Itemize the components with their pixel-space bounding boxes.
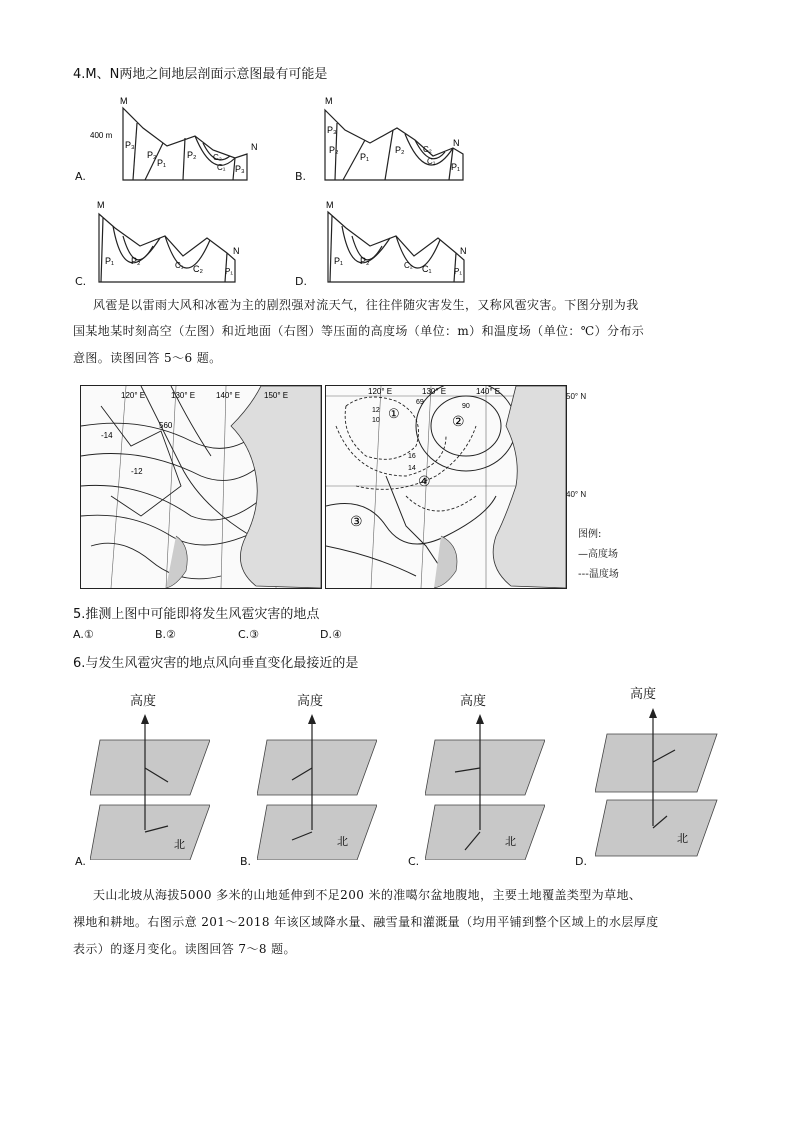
svg-text:北: 北 [337, 836, 348, 848]
q6-option-c[interactable]: C. [408, 855, 420, 868]
svg-text:P₂: P₂ [147, 150, 157, 160]
svg-text:C₁: C₁ [422, 264, 432, 274]
passage-7-8: 天山北坡从海拔5000 多米的山地延伸到不足200 米的准噶尔盆地腹地，主要土地覆盖类型为草地、 [93, 888, 642, 902]
svg-text:C₁: C₁ [217, 163, 226, 172]
svg-text:C₂: C₂ [213, 153, 222, 162]
svg-text:-12: -12 [131, 467, 143, 476]
surface-map [325, 385, 567, 589]
wind-diagrams: 高度 北 A. 高度 北 B. 高度 北 C. 高度 北 D. [75, 680, 755, 870]
svg-text:P₁: P₁ [225, 267, 234, 276]
q6-stem: 6.与发生风雹灾害的地点风向垂直变化最接近的是 [73, 656, 359, 671]
svg-text:120° E: 120° E [121, 391, 146, 400]
marker-1: ① [388, 406, 400, 421]
label-elev: 400 m [90, 131, 113, 140]
svg-text:北: 北 [505, 836, 516, 848]
svg-text:P₃: P₃ [125, 140, 135, 150]
svg-text:120° E: 120° E [368, 387, 393, 396]
svg-text:N: N [453, 138, 460, 148]
svg-text:P₁: P₁ [334, 256, 344, 266]
svg-text:140° E: 140° E [476, 387, 501, 396]
svg-text:P₂: P₂ [360, 256, 370, 266]
passage-5-6: 风雹是以雷雨大风和冰雹为主的剧烈强对流天气，往往伴随灾害发生，又称风雹灾害。下图分别为我 [93, 298, 639, 312]
svg-text:北: 北 [174, 839, 185, 851]
svg-text:130° E: 130° E [171, 391, 196, 400]
q6-option-d[interactable]: D. [575, 855, 587, 868]
q6-option-b[interactable]: B. [240, 855, 252, 868]
svg-text:P₃: P₃ [327, 125, 337, 135]
label-m: M [120, 96, 128, 106]
q5-stem: 5.推测上图中可能即将发生风雹灾害的地点 [73, 607, 320, 622]
svg-text:69: 69 [416, 399, 424, 406]
q4-option-a-profile [85, 88, 260, 183]
q4-option-a[interactable]: A. [75, 170, 86, 183]
svg-text:140° E: 140° E [216, 391, 241, 400]
svg-text:P₁: P₁ [360, 152, 370, 162]
svg-text:M: M [97, 200, 105, 210]
svg-text:C₂: C₂ [193, 264, 203, 274]
svg-text:P₃: P₃ [235, 164, 245, 174]
svg-text:C₁: C₁ [175, 261, 184, 270]
svg-text:90: 90 [462, 403, 470, 410]
svg-text:12: 12 [372, 407, 380, 414]
map-legend: 图例: —高度场 ---温度场 [578, 529, 619, 580]
wind-diagram-b [257, 710, 377, 860]
svg-text:C₂: C₂ [404, 261, 413, 270]
svg-text:P₁: P₁ [105, 256, 115, 266]
svg-text:P₁: P₁ [454, 267, 463, 276]
q5-option-a[interactable]: A.① [73, 628, 94, 641]
svg-text:560: 560 [159, 421, 173, 430]
wind-diagram-a [90, 710, 210, 860]
svg-text:P₂: P₂ [187, 150, 197, 160]
q4-option-c-profile [85, 198, 260, 288]
svg-text:P₁: P₁ [157, 158, 167, 168]
svg-text:130° E: 130° E [422, 387, 447, 396]
svg-text:C₁: C₁ [427, 157, 436, 166]
q6-option-a[interactable]: A. [75, 855, 86, 868]
svg-text:P₂: P₂ [131, 256, 141, 266]
svg-text:P₂: P₂ [395, 145, 405, 155]
q4-option-b-profile [315, 88, 480, 183]
marker-2: ② [452, 413, 465, 429]
svg-text:P₁: P₁ [451, 162, 461, 172]
svg-text:北: 北 [677, 833, 688, 845]
svg-text:P₂: P₂ [329, 145, 339, 155]
q5-option-d[interactable]: D.④ [320, 628, 342, 641]
svg-text:C₂: C₂ [423, 145, 432, 154]
q4-option-d[interactable]: D. [295, 275, 307, 288]
label-n: N [251, 142, 258, 152]
q4-option-d-profile [318, 198, 483, 288]
wind-diagram-c [425, 710, 545, 860]
q5-option-b[interactable]: B.② [155, 628, 176, 641]
svg-text:16: 16 [408, 453, 416, 460]
q4-option-b[interactable]: B. [295, 170, 307, 183]
svg-text:-14: -14 [101, 431, 113, 440]
q5-option-c[interactable]: C.③ [238, 628, 260, 641]
svg-text:N: N [460, 246, 467, 256]
q4-stem: 4.M、N两地之间地层剖面示意图最有可能是 [73, 67, 328, 82]
svg-text:N: N [233, 246, 240, 256]
svg-text:150° E: 150° E [264, 391, 289, 400]
svg-text:14: 14 [408, 465, 416, 472]
wind-diagram-d [595, 704, 720, 859]
marker-4: ④ [418, 473, 431, 489]
q4-option-c[interactable]: C. [75, 275, 87, 288]
svg-text:M: M [325, 96, 333, 106]
svg-text:10: 10 [372, 417, 380, 424]
svg-text:M: M [326, 200, 334, 210]
marker-3: ③ [350, 513, 363, 529]
upper-air-map [80, 385, 322, 589]
